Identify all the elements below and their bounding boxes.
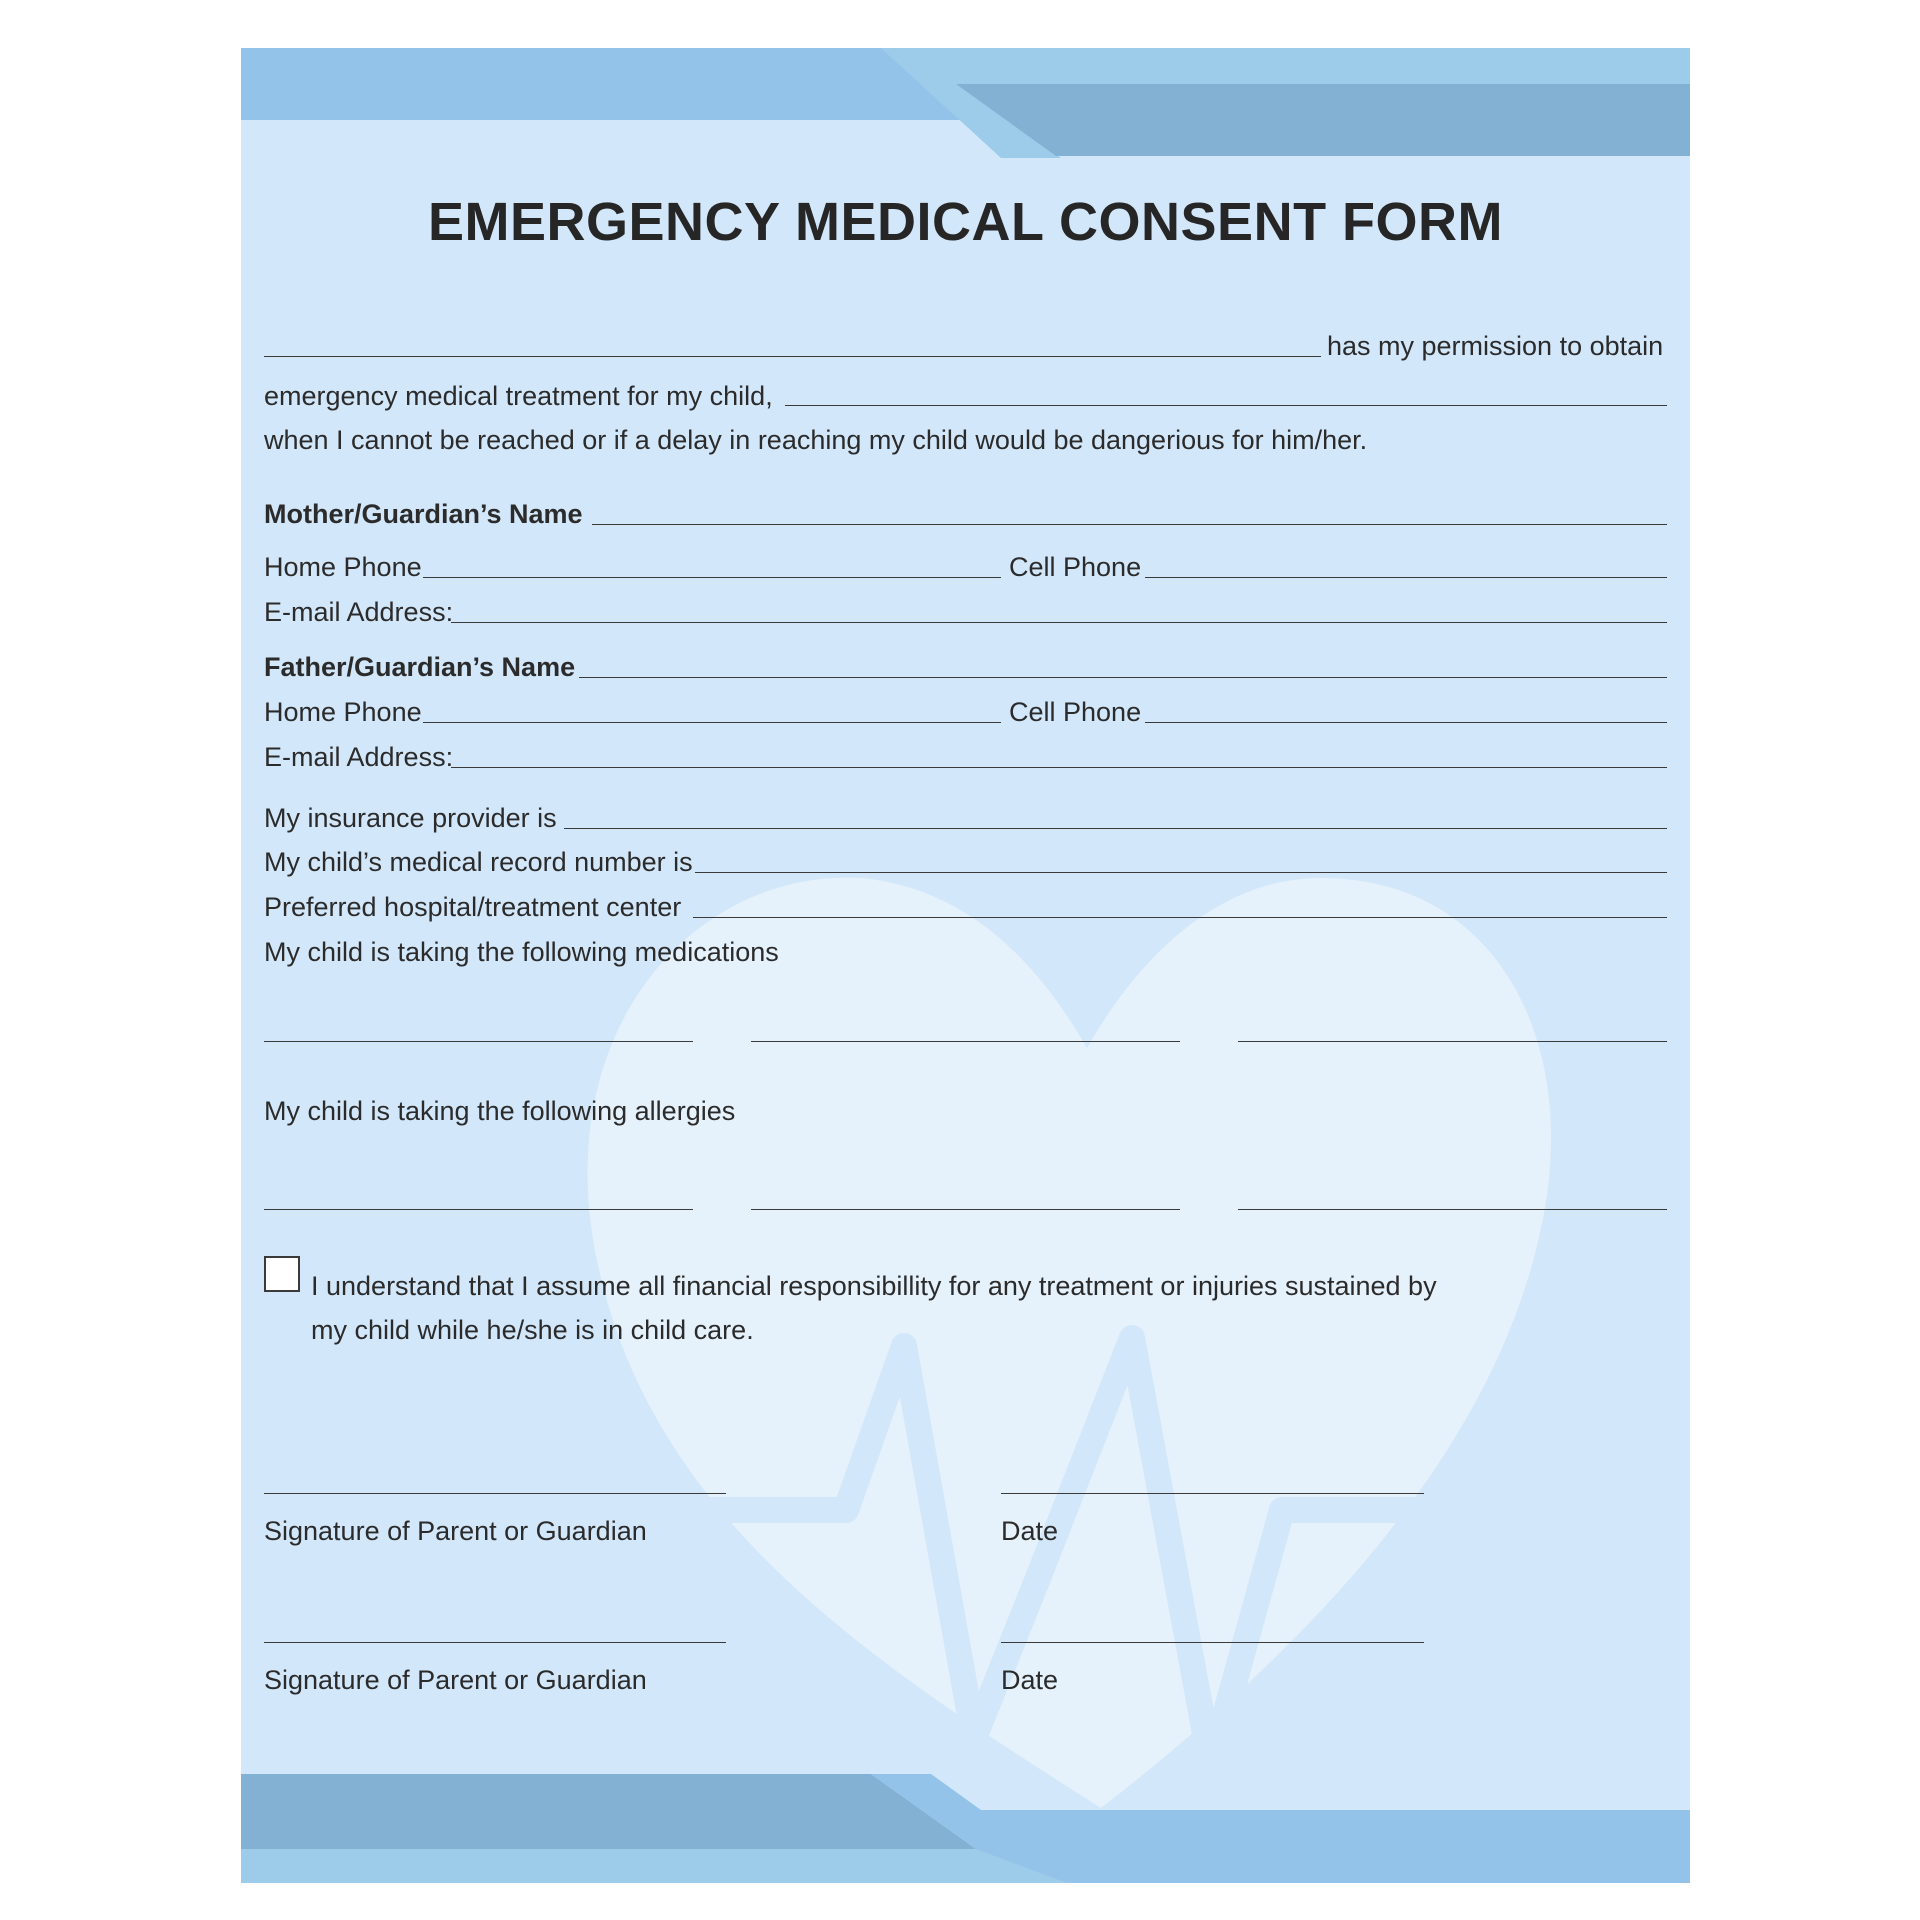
signature-field-2[interactable] xyxy=(264,1642,726,1643)
allergy-field-2[interactable] xyxy=(751,1209,1180,1210)
permission-text: has my permission to obtain xyxy=(1327,331,1664,361)
father-home-phone-field[interactable] xyxy=(423,722,1001,723)
financial-text-line-2: my child while he/she is in child care. xyxy=(311,1315,754,1345)
signature-field-1[interactable] xyxy=(264,1493,726,1494)
father-email-label: E-mail Address: xyxy=(264,742,454,772)
signature-label-1: Signature of Parent or Guardian xyxy=(264,1516,647,1546)
medication-field-1[interactable] xyxy=(264,1041,693,1042)
medical-record-label: My child’s medical record number is xyxy=(264,847,693,877)
treatment-text: emergency medical treatment for my child, xyxy=(264,381,773,411)
financial-responsibility-checkbox[interactable] xyxy=(264,1256,300,1292)
mother-email-label: E-mail Address: xyxy=(264,597,454,627)
insurance-label: My insurance provider is xyxy=(264,803,557,833)
father-cell-phone-label: Cell Phone xyxy=(1009,697,1142,727)
authorized-person-field[interactable] xyxy=(264,356,1321,357)
date-field-2[interactable] xyxy=(1001,1642,1424,1643)
mother-home-phone-label: Home Phone xyxy=(264,552,422,582)
date-label-2: Date xyxy=(1001,1665,1059,1695)
allergy-field-1[interactable] xyxy=(264,1209,693,1210)
father-home-phone-label: Home Phone xyxy=(264,697,422,727)
hospital-label: Preferred hospital/treatment center xyxy=(264,892,682,922)
footer-band xyxy=(241,1774,1690,1883)
form-page xyxy=(241,48,1690,1883)
medications-label: My child is taking the following medications xyxy=(264,937,779,967)
father-name-label: Father/Guardian’s Name xyxy=(264,652,576,682)
mother-cell-phone-label: Cell Phone xyxy=(1009,552,1142,582)
father-cell-phone-field[interactable] xyxy=(1145,722,1667,723)
signature-label-2: Signature of Parent or Guardian xyxy=(264,1665,647,1695)
mother-cell-phone-field[interactable] xyxy=(1145,577,1667,578)
allergy-field-3[interactable] xyxy=(1238,1209,1667,1210)
father-email-field[interactable] xyxy=(451,767,1667,768)
form-title: EMERGENCY MEDICAL CONSENT FORM xyxy=(427,192,1504,252)
allergies-label: My child is taking the following allergies xyxy=(264,1096,736,1126)
father-name-field[interactable] xyxy=(579,677,1667,678)
condition-text: when I cannot be reached or if a delay in reaching my child would be dangerious for him/her. xyxy=(264,425,1368,455)
medical-record-field[interactable] xyxy=(695,872,1667,873)
date-field-1[interactable] xyxy=(1001,1493,1424,1494)
date-label-1: Date xyxy=(1001,1516,1059,1546)
medication-field-3[interactable] xyxy=(1238,1041,1667,1042)
mother-home-phone-field[interactable] xyxy=(423,577,1001,578)
mother-name-field[interactable] xyxy=(592,524,1667,525)
header-band xyxy=(241,48,1690,158)
medication-field-2[interactable] xyxy=(751,1041,1180,1042)
financial-text-line-1: I understand that I assume all financial responsibillity for any treatment or injuries sustained by xyxy=(311,1271,1437,1301)
mother-email-field[interactable] xyxy=(451,622,1667,623)
hospital-field[interactable] xyxy=(693,917,1667,918)
child-name-field[interactable] xyxy=(785,405,1667,406)
insurance-field[interactable] xyxy=(564,828,1667,829)
mother-name-label: Mother/Guardian’s Name xyxy=(264,499,583,529)
